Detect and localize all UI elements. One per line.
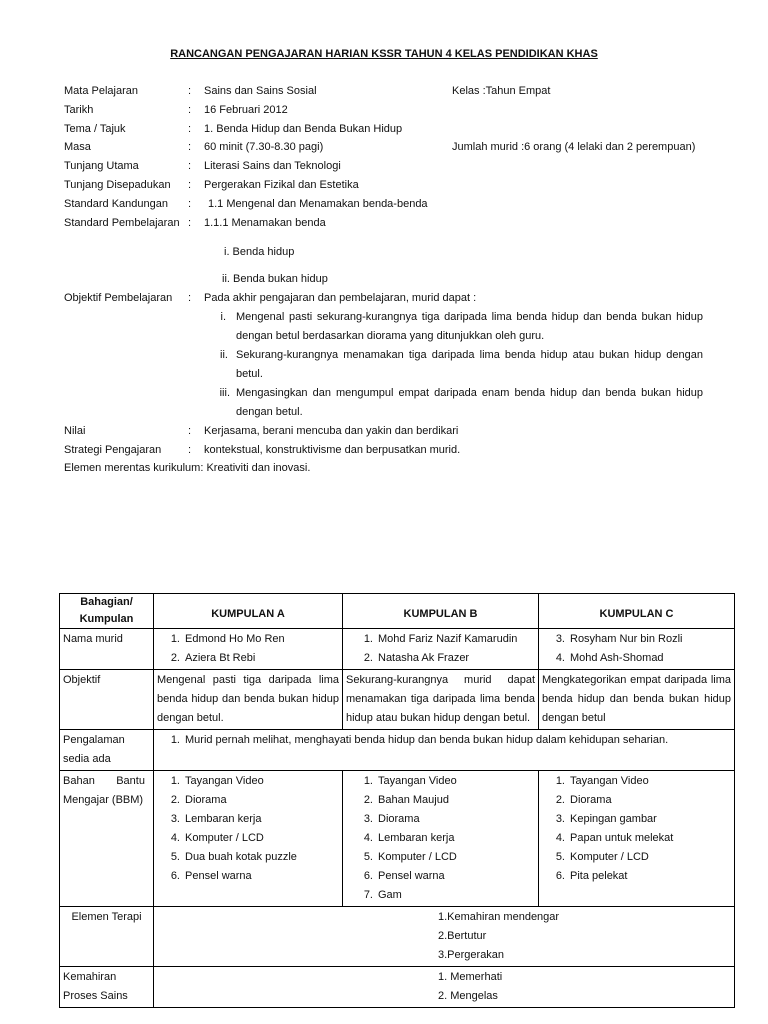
list-item [361,829,535,848]
list-text: Papan untuk melekat [570,832,674,844]
list-number: 5. [363,851,373,863]
field-colon: : [188,444,192,456]
list-text: Pensel warna [185,870,252,882]
field-label-tunjang-utama: Tunjang Utama [64,160,139,172]
list-item [168,848,339,867]
nilai-label: Nilai [64,425,86,437]
nama-murid-b [343,629,539,670]
list-text: Mohd Ash-Shomad [570,652,664,664]
field-colon: : [188,123,192,135]
list-number: 2. [363,652,373,664]
terapi-value [154,907,735,967]
field-colon: : [188,141,192,153]
table-row [60,629,735,670]
list-item [361,886,535,905]
objektif-item-number: iii. [219,387,230,399]
list-item [361,649,535,668]
header-kumpulan-b: KUMPULAN B [343,594,539,629]
table-row [60,730,735,771]
objektif-item-line: dengan betul berdasarkan diorama yang ditunjukkan oleh guru. [236,330,545,342]
header-bahagian-kumpulan [60,594,154,629]
list-item [553,810,731,829]
list-item [361,791,535,810]
list-text: Komputer / LCD [378,851,457,863]
objektif-intro: Pada akhir pengajaran dan pembelajaran, murid dapat : [204,292,477,304]
label-line: Proses Sains [63,990,128,1002]
list-number: 6. [170,870,180,882]
list-text: Kepingan gambar [570,813,657,825]
list-number: 3. [555,813,565,825]
list-text: Tayangan Video [570,775,649,787]
field-value-masa: 60 minit (7.30-8.30 pagi) [204,141,324,153]
pengalaman-value [154,730,735,771]
table-row [60,670,735,730]
list-number: 6. [555,870,565,882]
page-title: RANCANGAN PENGAJARAN HARIAN KSSR TAHUN 4 KELAS PENDIDIKAN KHAS [170,48,598,60]
list-number: 2. [363,794,373,806]
list-number: 4. [170,832,180,844]
field-value-tema: 1. Benda Hidup dan Benda Bukan Hidup [204,123,403,135]
header-line: Kumpulan [79,613,134,625]
list-number: 1. [363,633,373,645]
header-kumpulan-a: KUMPULAN A [154,594,343,629]
field-label-mata-pelajaran: Mata Pelajaran [64,85,138,97]
list-number: 2. [555,794,565,806]
list-item: 1. Memerhati [438,971,503,983]
list-item [361,810,535,829]
objektif-item-number: ii. [220,349,228,361]
field-value-mata-pelajaran: Sains dan Sains Sosial [204,85,317,97]
list-text: Rosyham Nur bin Rozli [570,633,683,645]
list-number: 3. [170,813,180,825]
list-text: Gam [378,889,402,901]
kemahiran-value [154,967,735,1008]
jumlah-murid-text: Jumlah murid :6 orang (4 lelaki dan 2 perempuan) [452,141,696,153]
list-item [553,630,731,649]
nama-murid-a [154,629,343,670]
list-number: 2. [170,794,180,806]
list-text: Pita pelekat [570,870,628,882]
list-number: 1. [170,633,180,645]
strategi-value: kontekstual, konstruktivisme dan berpusatkan murid. [204,444,461,456]
bbm-b [343,771,539,907]
nama-murid-c [539,629,735,670]
list-item [168,791,339,810]
field-colon: : [188,425,192,437]
list-item [168,829,339,848]
list-text: Komputer / LCD [185,832,264,844]
list-item [553,829,731,848]
list-item [361,630,535,649]
header-kumpulan-c: KUMPULAN C [539,594,735,629]
field-label-tarikh: Tarikh [64,104,94,116]
list-item [553,867,731,886]
field-colon: : [188,85,192,97]
list-item: 2. Mengelas [438,990,498,1002]
list-number: 4. [363,832,373,844]
list-number: 4. [555,652,565,664]
list-text: Bahan Maujud [378,794,449,806]
list-item [168,630,339,649]
list-item [553,649,731,668]
objektif-item-line: dengan betul. [236,406,303,418]
row-label-objektif: Objektif [60,670,154,730]
field-value-standard-pembelajaran: 1.1.1 Menamakan benda [204,217,326,229]
list-item [361,848,535,867]
list-text: Tayangan Video [378,775,457,787]
list-text: Mohd Fariz Nazif Kamarudin [378,633,518,645]
list-number: 1. [170,775,180,787]
list-item [168,772,339,791]
table-row [60,907,735,967]
field-value-tunjang-utama: Literasi Sains dan Teknologi [204,160,341,172]
objektif-c: Mengkategorikan empat daripada lima benda hidup dan benda bukan hidup dengan betul [539,670,735,730]
label-line: Kemahiran [63,971,117,983]
list-number: 2. [170,652,180,664]
list-item: 1.Kemahiran mendengar [438,911,560,923]
list-number: 1. [363,775,373,787]
list-number: 3. [363,813,373,825]
bbm-c [539,771,735,907]
objektif-item-number: i. [220,311,226,323]
list-item [361,772,535,791]
field-colon: : [188,104,192,116]
list-number: 5. [170,851,180,863]
sub-item-benda-bukan-hidup: ii. Benda bukan hidup [222,273,328,285]
list-number: 3. [555,633,565,645]
row-label-nama-murid: Nama murid [60,629,154,670]
objektif-item-line: Sekurang-kurangnya menamakan tiga daripada lima benda hidup atau bukan hidup dengan [236,349,703,361]
lesson-plan-table [59,593,735,1008]
label-line: Mengajar (BBM) [63,794,144,806]
row-label-elemen-terapi: Elemen Terapi [60,907,154,967]
list-item [168,731,731,750]
row-label-kemahiran [60,967,154,1008]
list-text: Lembaran kerja [378,832,455,844]
label-line: Pengalaman [63,734,125,746]
list-item [553,791,731,810]
table-row [60,967,735,1008]
list-text: Diorama [185,794,227,806]
list-number: 5. [555,851,565,863]
list-number: 1. [170,734,180,746]
row-label-pengalaman [60,730,154,771]
list-text: Lembaran kerja [185,813,262,825]
field-colon: : [188,292,192,304]
field-label-standard-pembelajaran: Standard Pembelajaran [64,217,180,229]
objektif-item-line: betul. [236,368,263,380]
field-value-tarikh: 16 Februari 2012 [204,104,288,116]
elemen-merentas-kurikulum: Elemen merentas kurikulum: Kreativiti dan inovasi. [64,462,311,474]
list-text: Tayangan Video [185,775,264,787]
field-label-standard-kandungan: Standard Kandungan [64,198,168,210]
field-colon: : [188,160,192,172]
nilai-value: Kerjasama, berani mencuba dan yakin dan berdikari [204,425,459,437]
list-text: Aziera Bt Rebi [185,652,256,664]
field-value-standard-kandungan: 1.1 Mengenal dan Menamakan benda-benda [208,198,428,210]
list-item [168,649,339,668]
sub-item-benda-hidup: i. Benda hidup [224,246,295,258]
row-label-bbm [60,771,154,907]
list-text: Pensel warna [378,870,445,882]
list-number: 6. [363,870,373,882]
objektif-item-line: Mengenal pasti sekurang-kurangnya tiga daripada lima benda hidup dan benda bukan hidup [236,311,703,323]
list-text: Dua buah kotak puzzle [185,851,297,863]
field-label-tunjang-disepadukan: Tunjang Disepadukan [64,179,171,191]
table-header-row [60,594,735,629]
field-colon: : [188,217,192,229]
objektif-label: Objektif Pembelajaran [64,292,173,304]
bbm-a [154,771,343,907]
list-item [553,772,731,791]
list-item [361,867,535,886]
table-row [60,771,735,907]
field-colon: : [188,179,192,191]
objektif-a: Mengenal pasti tiga daripada lima benda hidup dan benda bukan hidup dengan betul. [154,670,343,730]
field-value-tunjang-disepadukan: Pergerakan Fizikal dan Estetika [204,179,359,191]
list-item: 2.Bertutur [438,930,487,942]
list-text: Diorama [570,794,612,806]
kelas-text: Kelas :Tahun Empat [452,85,551,97]
list-number: 1. [555,775,565,787]
label-line: Bahan Bantu [63,775,145,787]
field-colon: : [188,198,192,210]
list-text: Murid pernah melihat, menghayati benda hidup dan benda bukan hidup dalam kehidupan seharian. [185,734,669,746]
list-item [168,810,339,829]
objektif-b: Sekurang-kurangnya murid dapat menamakan tiga daripada lima benda hidup atau bukan hidup dengan betul. [343,670,539,730]
list-text: Komputer / LCD [570,851,649,863]
list-number: 7. [363,889,373,901]
field-label-masa: Masa [64,141,91,153]
strategi-label: Strategi Pengajaran [64,444,162,456]
list-item: 3.Pergerakan [438,949,505,961]
field-label-tema: Tema / Tajuk [64,123,126,135]
list-text: Natasha Ak Frazer [378,652,470,664]
list-item [553,848,731,867]
label-line: sedia ada [63,753,111,765]
list-item [168,867,339,886]
list-number: 4. [555,832,565,844]
list-text: Edmond Ho Mo Ren [185,633,285,645]
objektif-item-line: Mengasingkan dan mengumpul empat daripada enam benda hidup dan benda bukan hidup [236,387,703,399]
list-text: Diorama [378,813,420,825]
header-line: Bahagian/ [80,596,133,608]
